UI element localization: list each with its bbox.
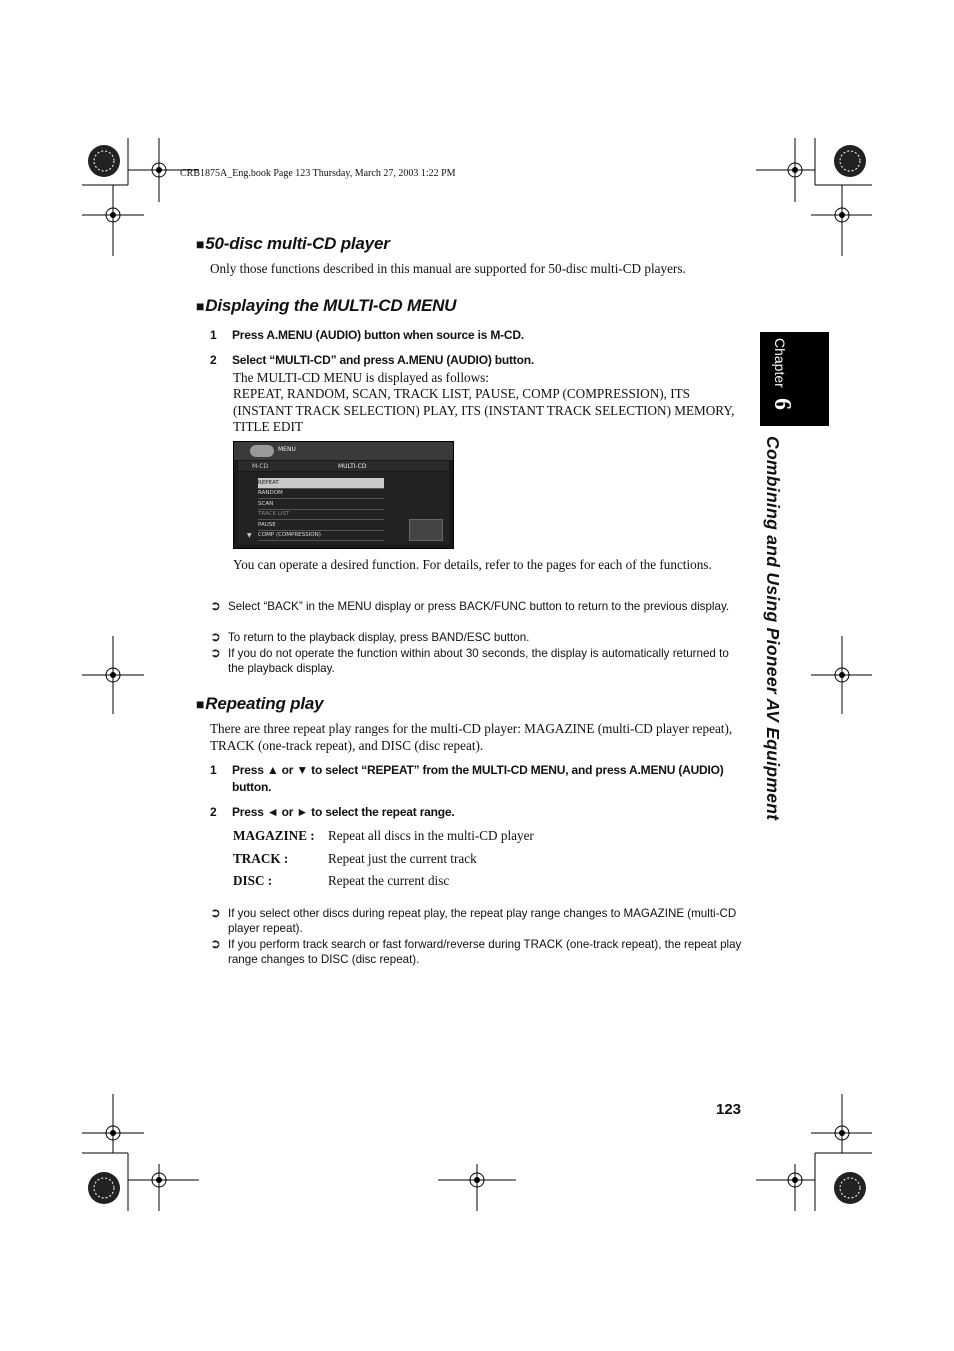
heading-square: ■ <box>196 696 205 712</box>
heading-text: Displaying the MULTI-CD MENU <box>205 296 457 315</box>
note-text: To return to the playback display, press BAND/ESC button. <box>228 631 530 644</box>
screen-menu-item: TRACK LIST <box>258 509 384 520</box>
chapter-word: Chapter <box>772 338 788 388</box>
note-arrow-icon: ➲ <box>210 598 221 613</box>
definition-desc: Repeat all discs in the multi-CD player <box>328 828 534 843</box>
heading-text: 50-disc multi-CD player <box>205 234 390 253</box>
step-number: 1 <box>210 763 217 777</box>
definition-term: DISC : <box>233 873 273 888</box>
step-2-list: REPEAT, RANDOM, SCAN, TRACK LIST, PAUSE, COMP (COMPRESSION), ITS (INSTANT TRACK SELECTION) PLAY, ITS (INSTANT TRACK SELECTION) MEMORY, TITLE EDIT <box>233 386 735 434</box>
definition-term: TRACK : <box>233 851 289 866</box>
book-header: CRB1875A_Eng.book Page 123 Thursday, March 27, 2003 1:22 PM <box>180 168 456 179</box>
note-text: If you do not operate the function within about 30 seconds, the display is automatically returned to the playback display. <box>228 647 729 675</box>
screen-menu-label: MENU <box>278 446 296 453</box>
note-text: If you perform track search or fast forward/reverse during TRACK (one-track repeat), the repeat play range changes to DISC (disc repeat). <box>228 938 742 966</box>
step-text: Select “MULTI-CD” and press A.MENU (AUDIO) button. <box>232 353 535 367</box>
screen-source-label: M-CD <box>252 463 269 470</box>
chapter-number: 6 <box>769 398 795 410</box>
page-number: 123 <box>716 1101 742 1118</box>
note-arrow-icon: ➲ <box>210 905 221 920</box>
screen-menu-item: REPEAT <box>258 478 384 489</box>
step-text: Press A.MENU (AUDIO) button when source is M-CD. <box>232 328 524 342</box>
screen-title: MULTI-CD <box>338 463 367 470</box>
chapter-side-title: Combining and Using Pioneer AV Equipment <box>763 436 783 821</box>
screen-menu-item: RANDOM <box>258 488 384 499</box>
note-text: If you select other discs during repeat play, the repeat play range changes to MAGAZINE (multi-CD player repeat). <box>228 907 737 935</box>
screen-menu-item: COMP (COMPRESSION) <box>258 530 384 541</box>
screen-menu-item: PAUSE <box>258 520 384 531</box>
note-text: Select “BACK” in the MENU display or press BACK/FUNC button to return to the previous display. <box>228 600 730 613</box>
note-arrow-icon: ➲ <box>210 936 221 951</box>
heading-text: Repeating play <box>205 694 324 713</box>
section3-body: There are three repeat play ranges for the multi-CD player: MAGAZINE (multi-CD player repeat), TRACK (one-track repeat), and DISC (disc repeat). <box>210 721 733 753</box>
heading-square: ■ <box>196 236 205 252</box>
step-text: Press ▲ or ▼ to select “REPEAT” from the MULTI-CD MENU, and press A.MENU (AUDIO) button. <box>232 763 724 794</box>
step-number: 1 <box>210 328 217 342</box>
step-number: 2 <box>210 805 217 819</box>
definition-term: MAGAZINE : <box>233 828 315 843</box>
step-text: Press ◄ or ► to select the repeat range. <box>232 805 455 819</box>
screen-down-arrow-icon: ▼ <box>247 532 252 539</box>
definition-desc: Repeat just the current track <box>328 851 477 866</box>
note-arrow-icon: ➲ <box>210 629 221 644</box>
section1-body: Only those functions described in this manual are supported for 50-disc multi-CD players. <box>210 261 686 276</box>
step-2-detail: The MULTI-CD MENU is displayed as follows: <box>233 370 489 385</box>
heading-square: ■ <box>196 298 205 314</box>
definition-desc: Repeat the current disc <box>328 873 450 888</box>
step-number: 2 <box>210 353 217 367</box>
note-arrow-icon: ➲ <box>210 645 221 660</box>
screen-menu-item: SCAN <box>258 499 384 510</box>
after-screen-text: You can operate a desired function. For details, refer to the pages for each of the functions. <box>233 557 712 572</box>
